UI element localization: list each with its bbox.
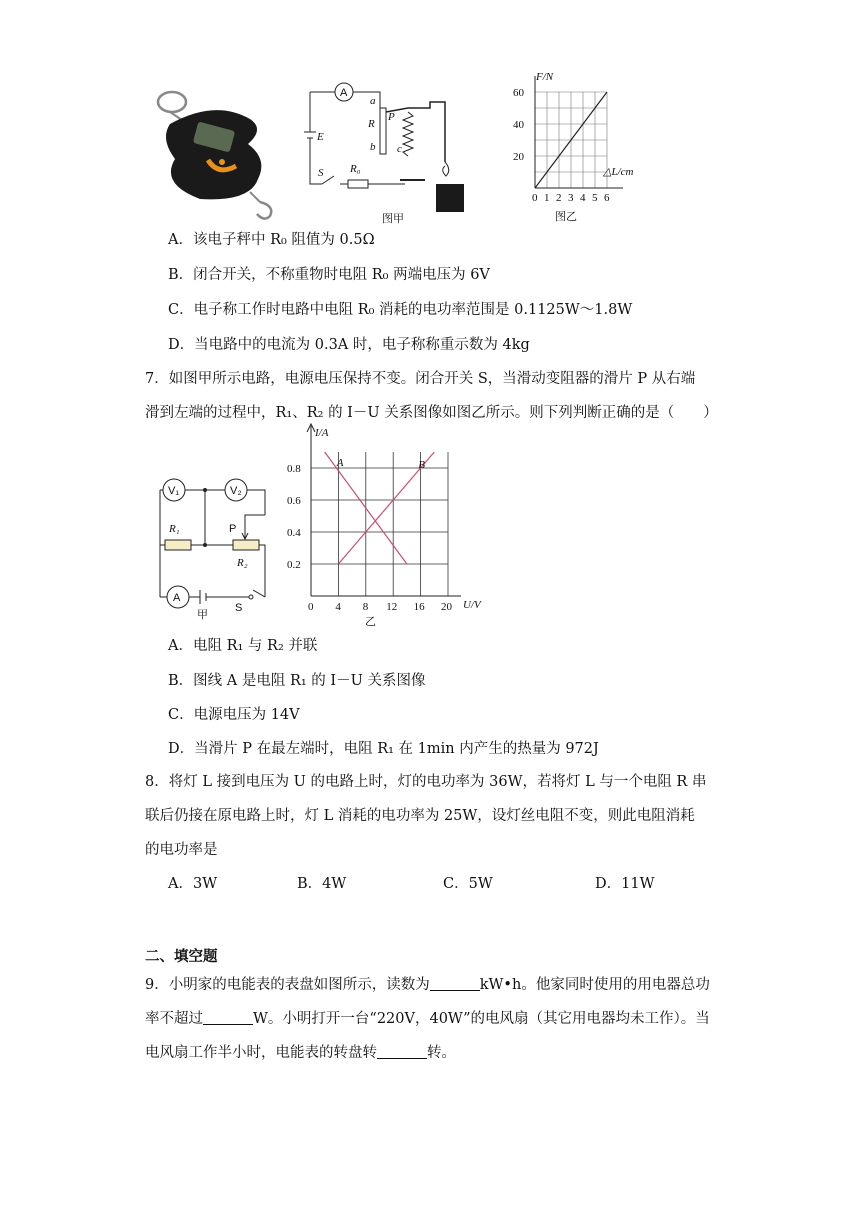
q8-option-c: C．5W	[443, 876, 493, 892]
x-tick-label: 20	[441, 601, 452, 613]
svg-text:R₀: R₀	[350, 163, 361, 175]
x-tick-label: 0	[308, 601, 314, 613]
section-title: 二、填空题	[145, 948, 218, 965]
q9-line3: 电风扇工作半小时，电能表的转盘转 转。	[145, 1045, 456, 1061]
answer-blank-3[interactable]	[377, 1044, 427, 1059]
x-tick-label: 4	[335, 601, 341, 613]
circuit-diagram-jia-q7	[145, 470, 285, 620]
svg-text:P: P	[388, 111, 395, 123]
y-tick-label: 60	[513, 87, 524, 99]
svg-text:b: b	[370, 141, 376, 153]
force-extension-graph-yi	[505, 68, 640, 226]
y-tick-label: 0.4	[287, 527, 301, 539]
q7-option-d: D．当滑片 P 在最左端时，电阻 R₁ 在 1min 内产生的热量为 972J	[168, 741, 599, 757]
q8-stem-line3: 的电功率是	[145, 842, 218, 858]
y-tick-label: 20	[513, 151, 524, 163]
q6-option-b: B．闭合开关，不称重物时电阻 R₀ 两端电压为 6V	[168, 267, 490, 283]
x-tick-label: 8	[362, 601, 369, 613]
q6-option-d: D．当电路中的电流为 0.3A 时，电子称称重示数为 4kg	[168, 337, 530, 353]
q9-line2: 率不超过 W。小明打开一台“220V，40W”的电风扇（其它用电器均未工作）。当	[145, 1011, 710, 1027]
x-tick-label: 0	[532, 192, 538, 204]
svg-text:U/V: U/V	[463, 599, 481, 611]
q6-option-c: C．电子称工作时电路中电阻 R₀ 消耗的电功率范围是 0.1125W～1.8W	[168, 302, 633, 318]
svg-text:V₂: V₂	[230, 485, 242, 497]
svg-text:F/N: F/N	[536, 71, 554, 83]
x-tick-label: 1	[544, 192, 550, 204]
x-tick-label: 16	[413, 601, 425, 613]
x-tick-label: 5	[592, 192, 598, 204]
q7-option-c: C．电源电压为 14V	[168, 707, 300, 723]
series-label-A: A	[336, 457, 344, 469]
svg-text:图乙: 图乙	[555, 211, 577, 223]
y-tick-label: 0.2	[287, 559, 301, 571]
x-tick-label: 6	[604, 192, 610, 204]
x-tick-label: 4	[580, 192, 586, 204]
svg-text:V₁: V₁	[168, 485, 180, 497]
svg-text:I/A: I/A	[315, 427, 329, 439]
svg-text:S: S	[235, 602, 243, 614]
svg-text:R₁: R₁	[169, 523, 180, 535]
iu-chart-yi	[285, 418, 485, 630]
answer-blank-1[interactable]	[430, 976, 480, 991]
q7-stem-line2: 滑到左端的过程中，R₁、R₂ 的 I－U 关系图像如图乙所示。则下列判断正确的是（ ）	[145, 405, 718, 421]
svg-text:E: E	[317, 131, 324, 143]
svg-text:R₂: R₂	[237, 557, 248, 569]
svg-text:S: S	[318, 167, 324, 179]
svg-text:乙: 乙	[365, 616, 376, 628]
q8-option-d: D．11W	[595, 876, 655, 892]
q7-option-b: B．图线 A 是电阻 R₁ 的 I－U 关系图像	[168, 673, 426, 689]
answer-blank-2[interactable]	[203, 1010, 253, 1025]
x-tick-label: 12	[386, 601, 398, 613]
q8-stem-line1: 8．将灯 L 接到电压为 U 的电路上时，灯的电功率为 36W，若将灯 L 与一个电阻 R 串	[145, 774, 707, 790]
q7-option-a: A．电阻 R₁ 与 R₂ 并联	[168, 638, 318, 654]
q8-option-b: B．4W	[297, 876, 347, 892]
svg-text:A: A	[173, 592, 181, 604]
electronic-scale-photo	[140, 84, 285, 224]
svg-text:△L/cm: △L/cm	[603, 166, 634, 178]
q9-line1: 9．小明家的电能表的表盘如图所示，读数为 kW•h。他家同时使用的用电器总功	[145, 977, 710, 993]
x-tick-label: 2	[556, 192, 562, 204]
svg-text:P: P	[229, 523, 237, 535]
svg-text:c: c	[397, 143, 402, 155]
series-label-B: B	[418, 459, 426, 471]
q6-option-a: A．该电子秤中 R₀ 阻值为 0.5Ω	[168, 232, 375, 248]
y-tick-label: 0.6	[287, 495, 301, 507]
svg-text:A: A	[340, 87, 348, 99]
circuit-diagram-jia-q6	[300, 72, 500, 227]
q7-stem-line1: 7．如图甲所示电路，电源电压保持不变。闭合开关 S，当滑动变阻器的滑片 P 从右端	[145, 371, 696, 387]
y-tick-label: 40	[513, 119, 524, 131]
svg-text:图甲: 图甲	[382, 213, 404, 225]
x-tick-label: 3	[568, 192, 574, 204]
svg-text:R: R	[368, 118, 375, 130]
q8-option-a: A．3W	[168, 876, 218, 892]
q8-stem-line2: 联后仍接在原电路上时，灯 L 消耗的电功率为 25W，设灯丝电阻不变，则此电阻消耗	[145, 808, 695, 824]
y-tick-label: 0.8	[287, 463, 301, 475]
svg-text:甲: 甲	[197, 609, 208, 620]
svg-text:a: a	[370, 95, 376, 107]
